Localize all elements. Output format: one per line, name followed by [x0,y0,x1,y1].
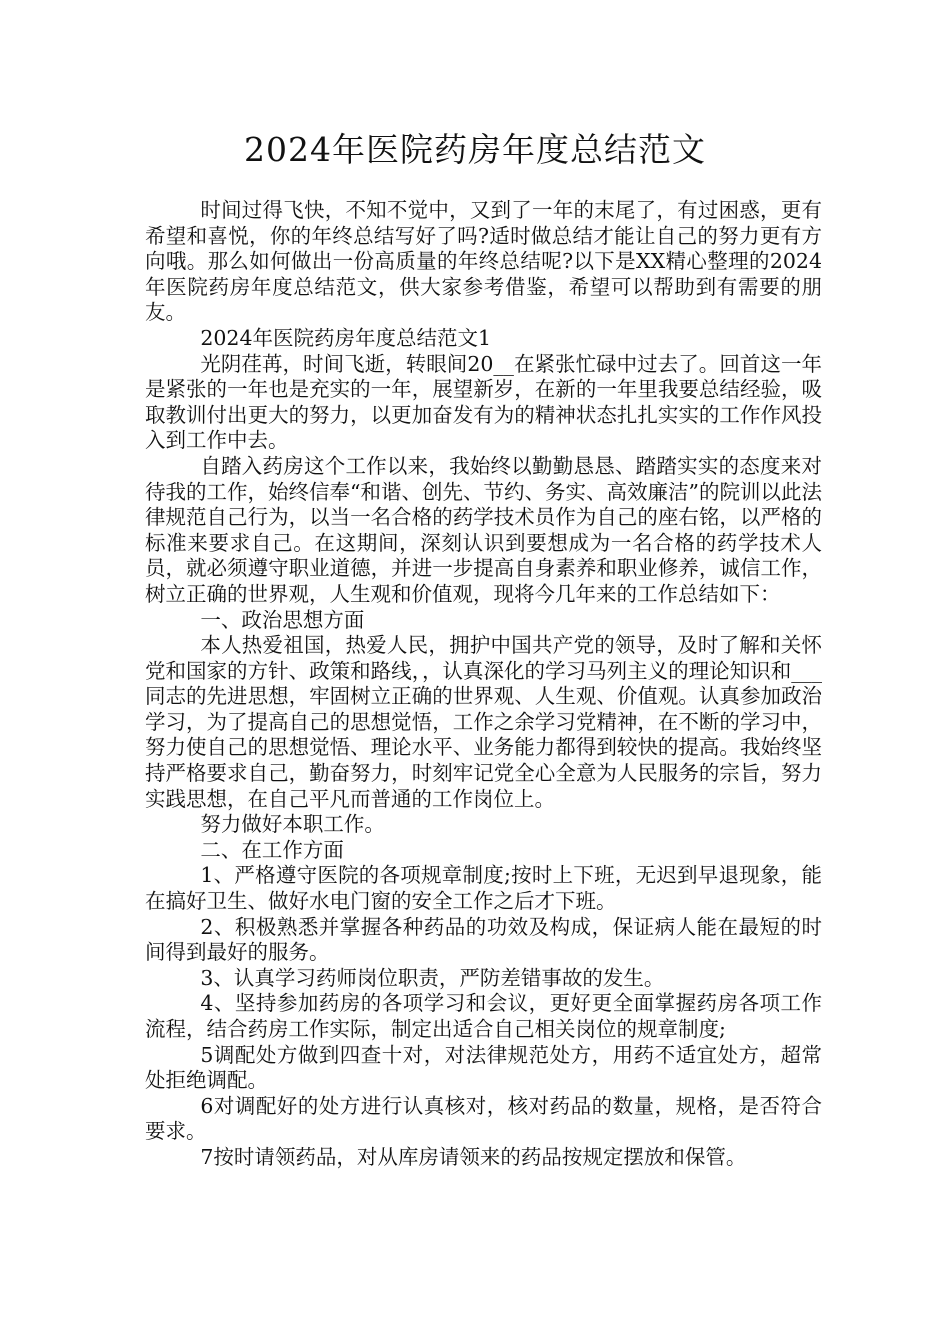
section-heading: 二、在工作方面 [200,837,344,862]
paragraph: 本人热爱祖国，热爱人民，拥护中国共产党的领导，及时了解和关怀党和国家的方针、政策和路线，，认真深化的学习马列主义的理论知识和___同志的先进思想，牢固树立正确的世界观、人生观、价值观。认真参加政治学习，为了提高自己的思想觉悟，工作之余学习党精神，在不断的学习中，努力使自己的思想觉悟、理论水平、业务能力都得到较快的提高。我始终坚持严格要求自己，勤奋努力，时刻牢记党全心全意为人民服务的宗旨，努力实践思想，在自己平凡而普通的工作岗位上。 [145,633,822,811]
document-title: 2024年医院药房年度总结范文 [244,130,706,169]
paragraph: 自踏入药房这个工作以来，我始终以勤勤恳恳、踏踏实实的态度来对待我的工作，始终信奉“和谐、创先、节约、务实、高效廉洁”的院训以此法律规范自己行为，以当一名合格的药学技术员作为自己的座右铭，以严格的标准来要求自己。在这期间，深刻认识到要想成为一名合格的药学技术人员，就必须遵守职业道德，并进一步提高自身素养和职业修养，诚信工作，树立正确的世界观，人生观和价值观，现将今几年来的工作总结如下： [145,453,822,606]
section-heading: 2024年医院药房年度总结范文1 [200,325,492,350]
list-item: 6对调配好的处方进行认真核对，核对药品的数量，规格，是否符合要求。 [145,1093,822,1144]
paragraph: 努力做好本职工作。 [200,812,385,837]
document-body [145,198,822,1171]
list-item: 5调配处方做到四查十对，对法律规范处方，用药不适宜处方，超常处拒绝调配。 [145,1042,822,1093]
list-item: 7按时请领药品，对从库房请领来的药品按规定摆放和保管。 [200,1144,747,1169]
list-item: 3、认真学习药师岗位职责，严防差错事故的发生。 [200,965,665,990]
list-item: 4、坚持参加药房的各项学习和会议，更好更全面掌握药房各项工作流程，结合药房工作实际，制定出适合自己相关岗位的规章制度; [145,991,822,1041]
list-item: 2、积极熟悉并掌握各种药品的功效及构成，保证病人能在最短的时间得到最好的服务。 [145,914,822,965]
intro-paragraph: 时间过得飞快，不知不觉中，又到了一年的末尾了，有过困惑，更有希望和喜悦，你的年终总结写好了吗?适时做总结才能让自己的努力更有方向哦。那么如何做出一份高质量的年终总结呢?以下是XX精心整理的2024年医院药房年度总结范文，供大家参考借鉴，希望可以帮助到有需要的朋友。 [145,198,822,325]
paragraph: 光阴荏苒，时间飞逝，转眼间20__在紧张忙碌中过去了。回首这一年是紧张的一年也是充实的一年，展望新岁，在新的一年里我要总结经验，吸取教训付出更大的努力，以更加奋发有为的精神状态扎扎实实的工作作风投入到工作中去。 [145,351,822,453]
list-item: 1、严格遵守医院的各项规章制度;按时上下班，无迟到早退现象，能在搞好卫生、做好水电门窗的安全工作之后才下班。 [145,863,822,914]
section-heading: 一、政治思想方面 [200,607,365,632]
